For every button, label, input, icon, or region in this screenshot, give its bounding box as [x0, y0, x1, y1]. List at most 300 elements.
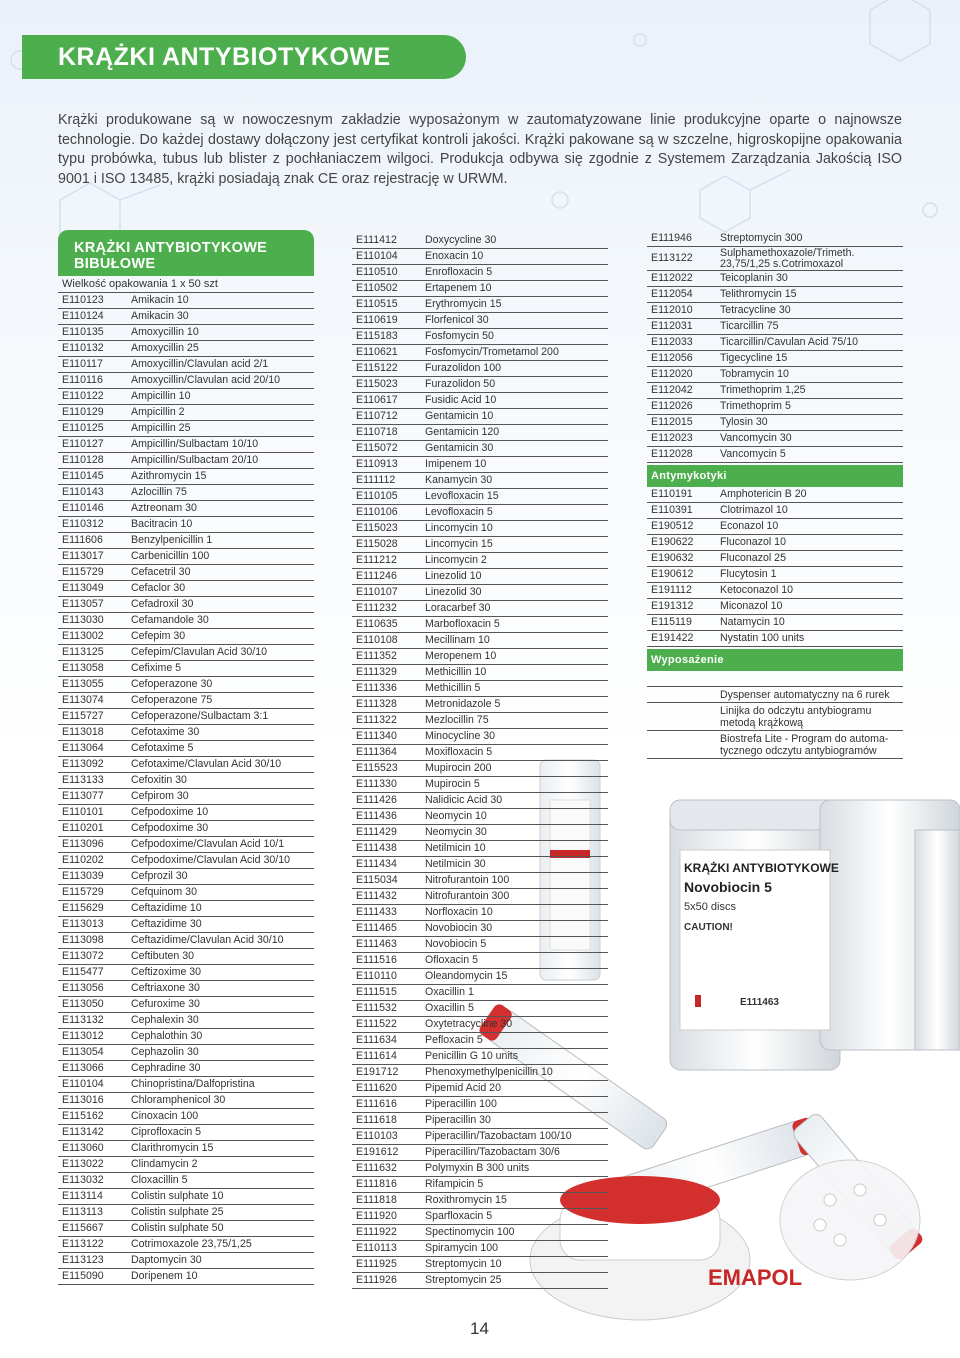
product-name: Kanamycin 30: [425, 474, 493, 486]
product-name: Fosfomycin/Trometamol 200: [425, 346, 559, 358]
product-code: E115034: [356, 874, 398, 886]
table-row: [58, 1237, 314, 1253]
product-name: Colistin sulphate 10: [131, 1190, 224, 1202]
table-row: [647, 367, 903, 383]
product-name: Miconazol 10: [720, 600, 783, 612]
product-name: Roxithromycin 15: [425, 1194, 507, 1206]
product-name: Marbofloxacin 5: [425, 618, 500, 630]
product-name: Piperacillin/Tazobactam 100/10: [425, 1130, 572, 1142]
product-code: E110515: [356, 298, 398, 310]
product-code: E111634: [356, 1034, 397, 1046]
product-name: Cefpirom 30: [131, 790, 189, 802]
product-code: E110113: [356, 1242, 397, 1254]
table-row: [352, 889, 608, 905]
product-code: E111516: [356, 954, 397, 966]
product-code: E111434: [356, 858, 397, 870]
product-code: E113013: [62, 918, 104, 930]
table-row: [352, 457, 608, 473]
column-1: [58, 230, 314, 1285]
product-name: Methicillin 10: [425, 666, 487, 678]
table-row: [352, 1161, 608, 1177]
product-name: Natamycin 10: [720, 616, 785, 628]
product-code: E111329: [356, 666, 397, 678]
table-row: [58, 821, 314, 837]
table-row: [58, 661, 314, 677]
product-name: Sulphamethoxazole/Trimeth. 23,75/1,25 s.Cotrimoxazol: [720, 247, 855, 270]
table-row: [647, 447, 903, 463]
table-row: [352, 281, 608, 297]
product-code: E112042: [651, 384, 693, 396]
table-row: [352, 265, 608, 281]
product-code: E113022: [62, 1158, 104, 1170]
table-row: [352, 473, 608, 489]
intro-text: Krążki produkowane są w nowoczesnym zakładzie wyposażonym w zautomatyzowane linie produkcyjne oparte o najnowsze technologie. Do każdej dostawy dołączony jest certyfikat kontroli jakości. Krążki pakowane są w szczelne, higroskopijne opakowania typu probówka, tubus lub blister z pochłaniaczem wilgoci. Produkcja odbywa się zgodnie z Systemem Zarządzania Jakością ISO 9001 i ISO 13485, krążki posiadają znak CE oraz rejestrację w URWM.: [58, 112, 902, 187]
product-name: Cefpodoxime/Clavulan Acid 30/10: [131, 854, 291, 866]
column-2: [352, 233, 608, 1289]
product-code: E190622: [651, 536, 694, 548]
product-name: Gentamicin 30: [425, 442, 494, 454]
product-name: Ampicillin 25: [131, 422, 191, 434]
product-name: Cefotaxime/Clavulan Acid 30/10: [131, 758, 282, 770]
product-code: E111429: [356, 826, 397, 838]
product-name: Neomycin 10: [425, 810, 487, 822]
product-name: Netilmicin 10: [425, 842, 486, 854]
table-row: [58, 901, 314, 917]
product-code: E115729: [62, 886, 104, 898]
table-row: [58, 309, 314, 325]
product-name: Cefoperazone/Sulbactam 3:1: [131, 710, 269, 722]
table-row: [647, 487, 903, 503]
product-name: Cefadroxil 30: [131, 598, 194, 610]
table-row: [58, 1061, 314, 1077]
product-code: E191312: [651, 600, 694, 612]
product-code: E112056: [651, 352, 693, 364]
table-row: [647, 599, 903, 615]
table-row: [352, 1017, 608, 1033]
table-row: [58, 501, 314, 517]
product-name: Fluconazol 10: [720, 536, 786, 548]
product-code: E115667: [62, 1222, 104, 1234]
product-code: E113072: [62, 950, 104, 962]
product-code: E110617: [356, 394, 398, 406]
product-name: Tetracycline 30: [720, 304, 791, 316]
jar-label-ref: E111463: [740, 997, 779, 1008]
product-name: Ketoconazol 10: [720, 584, 794, 596]
product-code: E112033: [651, 336, 693, 348]
table-row: [647, 287, 903, 303]
table-row: [352, 1033, 608, 1049]
product-code: E190512: [651, 520, 694, 532]
product-name: Streptomycin 25: [425, 1274, 502, 1286]
table-row: [352, 761, 608, 777]
product-name: Daptomycin 30: [131, 1254, 202, 1266]
product-code: E115090: [62, 1270, 104, 1282]
table-row: [647, 351, 903, 367]
table-row: [352, 1113, 608, 1129]
product-code: E110913: [356, 458, 398, 470]
product-code: E113057: [62, 598, 104, 610]
table-row: [58, 581, 314, 597]
table-row: [58, 1029, 314, 1045]
product-name: Lincomycin 2: [425, 554, 487, 566]
product-code: E111925: [356, 1258, 397, 1270]
product-name: Cephalexin 30: [131, 1014, 199, 1026]
product-code: E110510: [356, 266, 398, 278]
table-row: [58, 1157, 314, 1173]
product-name: Metronidazole 5: [425, 698, 501, 710]
product-code: E110104: [62, 1078, 104, 1090]
table-row: [58, 677, 314, 693]
product-code: E113030: [62, 614, 104, 626]
table-row: [352, 1001, 608, 1017]
product-name: Cefotaxime 30: [131, 726, 200, 738]
product-name: Ofloxacin 5: [425, 954, 478, 966]
product-name: Cefepim/Clavulan Acid 30/10: [131, 646, 268, 658]
product-code: E111436: [356, 810, 397, 822]
table-row: [352, 841, 608, 857]
product-code: E110110: [356, 970, 397, 982]
product-code: E191712: [356, 1066, 399, 1078]
product-code: E110146: [62, 502, 104, 514]
product-code: E113054: [62, 1046, 104, 1058]
table-row: [352, 393, 608, 409]
table-row: [647, 231, 903, 247]
product-name: Cefaclor 30: [131, 582, 186, 594]
product-code: E111532: [356, 1002, 397, 1014]
product-name: Mupirocin 5: [425, 778, 480, 790]
product-code: E111816: [356, 1178, 397, 1190]
product-name: Furazolidon 100: [425, 362, 501, 374]
product-name: Doxycycline 30: [425, 234, 497, 246]
product-name: Gentamicin 10: [425, 410, 494, 422]
table-row: [647, 335, 903, 351]
product-code: E111340: [356, 730, 397, 742]
jar-label-discs: 5x50 discs: [684, 901, 736, 913]
product-code: E110116: [62, 374, 103, 386]
product-code: E113017: [62, 550, 104, 562]
product-code: E113060: [62, 1142, 104, 1154]
table-row: [352, 1273, 608, 1289]
product-name: Benzylpenicillin 1: [131, 534, 213, 546]
product-name: Pefloxacin 5: [425, 1034, 483, 1046]
product-code: E115729: [62, 566, 104, 578]
product-code: E110391: [651, 504, 693, 516]
table-row: [352, 825, 608, 841]
product-code: E111946: [651, 232, 692, 244]
product-code: E191422: [651, 632, 694, 644]
table-row: [58, 853, 314, 869]
table-row: [352, 1193, 608, 1209]
product-code: E191612: [356, 1146, 399, 1158]
table-row: [58, 837, 314, 853]
product-name: Ampicillin 2: [131, 406, 185, 418]
table-row: [58, 405, 314, 421]
table-row: [58, 421, 314, 437]
product-name: Cloxacillin 5: [131, 1174, 188, 1186]
jar-label-title: KRĄŻKI ANTYBIOTYKOWE: [684, 861, 839, 875]
equipment-item: Dyspenser automatyczny na 6 rurek: [647, 687, 903, 703]
column-2-list: [352, 233, 608, 1289]
table-row: [647, 247, 903, 271]
table-row: [352, 697, 608, 713]
product-name: Clotrimazol 10: [720, 504, 788, 516]
table-row: [647, 583, 903, 599]
product-name: Rifampicin 5: [425, 1178, 484, 1190]
product-code: E110125: [62, 422, 104, 434]
table-row: [352, 633, 608, 649]
table-row: [352, 937, 608, 953]
product-name: Nalidicic Acid 30: [425, 794, 503, 806]
product-name: Penicillin G 10 units: [425, 1050, 519, 1062]
product-code: E110123: [62, 294, 104, 306]
product-code: E113098: [62, 934, 104, 946]
pack-size: Wielkość opakowania 1 x 50 szt: [58, 276, 314, 293]
product-code: E110635: [356, 618, 398, 630]
table-row: [58, 1253, 314, 1269]
product-name: Cefixime 5: [131, 662, 182, 674]
table-row: [58, 517, 314, 533]
table-row: [352, 585, 608, 601]
product-name: Nitrofurantoin 100: [425, 874, 510, 886]
product-code: E110106: [356, 506, 398, 518]
product-name: Amoxycillin/Clavulan acid 20/10: [131, 374, 280, 386]
product-name: Cefoperazone 75: [131, 694, 213, 706]
table-row: [58, 1189, 314, 1205]
table-row: [352, 537, 608, 553]
product-name: Spiramycin 100: [425, 1242, 499, 1254]
product-name: Nitrofurantoin 300: [425, 890, 510, 902]
product-code: E111606: [62, 534, 103, 546]
product-code: E111246: [356, 570, 397, 582]
table-row: [58, 997, 314, 1013]
product-code: E111522: [356, 1018, 397, 1030]
table-row: [352, 1257, 608, 1273]
column-1-title: KRĄŻKI ANTYBIOTYKOWE BIBUŁOWE: [58, 230, 314, 276]
product-name: Oxacillin 1: [425, 986, 474, 998]
product-code: E111465: [356, 922, 397, 934]
table-row: [58, 917, 314, 933]
product-name: Mecillinam 10: [425, 634, 490, 646]
product-name: Colistin sulphate 25: [131, 1206, 224, 1218]
product-code: E113122: [62, 1238, 104, 1250]
table-row: [58, 1045, 314, 1061]
table-row: [352, 361, 608, 377]
table-row: [352, 665, 608, 681]
product-name: Piperacillin 30: [425, 1114, 491, 1126]
product-code: E110101: [62, 806, 104, 818]
product-code: E191112: [651, 584, 692, 596]
product-name: Imipenem 10: [425, 458, 487, 470]
product-code: E115072: [356, 442, 398, 454]
product-name: Spectinomycin 100: [425, 1226, 515, 1238]
product-code: E113012: [62, 1030, 104, 1042]
product-code: E111412: [356, 234, 397, 246]
product-code: E110718: [356, 426, 398, 438]
product-name: Polymyxin B 300 units: [425, 1162, 530, 1174]
product-code: E115727: [62, 710, 104, 722]
product-code: E111330: [356, 778, 397, 790]
product-name: Enoxacin 10: [425, 250, 484, 262]
product-code: E112028: [651, 448, 693, 460]
table-row: [352, 441, 608, 457]
product-code: E110619: [356, 314, 398, 326]
table-row: [352, 905, 608, 921]
table-row: [352, 873, 608, 889]
product-code: E110129: [62, 406, 104, 418]
product-code: E110108: [356, 634, 398, 646]
product-name: Fluconazol 25: [720, 552, 786, 564]
product-code: E115477: [62, 966, 104, 978]
table-row: [58, 757, 314, 773]
table-row: [352, 921, 608, 937]
product-code: E110122: [62, 390, 104, 402]
product-code: E110191: [651, 488, 693, 500]
table-row: [58, 389, 314, 405]
product-name: Piperacillin 100: [425, 1098, 497, 1110]
table-row: [58, 1093, 314, 1109]
brand-logo: EMAPOL: [708, 1265, 803, 1290]
table-row: [352, 505, 608, 521]
product-code: E111212: [356, 554, 397, 566]
product-code: E113016: [62, 1094, 104, 1106]
product-name: Amikacin 10: [131, 294, 189, 306]
product-name: Nystatin 100 units: [720, 632, 805, 644]
table-row: [352, 1129, 608, 1145]
product-name: Norfloxacin 10: [425, 906, 493, 918]
product-code: E111922: [356, 1226, 397, 1238]
table-row: [58, 1013, 314, 1029]
table-row: [647, 431, 903, 447]
product-code: E113039: [62, 870, 104, 882]
product-name: Teicoplanin 30: [720, 272, 788, 284]
page-title: KRĄŻKI ANTYBIOTYKOWE: [58, 42, 391, 71]
product-code: E115629: [62, 902, 104, 914]
product-name: Chloramphenicol 30: [131, 1094, 226, 1106]
table-row: [58, 613, 314, 629]
equipment-list: [647, 687, 903, 759]
jar-label-product: Novobiocin 5: [684, 879, 772, 895]
product-name: Moxifloxacin 5: [425, 746, 493, 758]
product-code: E113018: [62, 726, 104, 738]
product-code: E113049: [62, 582, 104, 594]
table-row: [352, 953, 608, 969]
column-1-list: [58, 293, 314, 1285]
table-row: [352, 1225, 608, 1241]
table-row: [647, 303, 903, 319]
product-name: Sparfloxacin 5: [425, 1210, 493, 1222]
intro-paragraph: [58, 111, 902, 189]
equipment-spacer: [647, 671, 903, 687]
product-name: Mezlocillin 75: [425, 714, 489, 726]
product-code: E111336: [356, 682, 397, 694]
equipment-item: Biostrefa Lite - Program do automa-tycznego odczytu antybiogramów: [647, 731, 903, 759]
product-code: E110117: [62, 358, 103, 370]
product-name: Tylosin 30: [720, 416, 768, 428]
product-code: E113113: [62, 1206, 103, 1218]
table-row: [352, 313, 608, 329]
table-row: [352, 617, 608, 633]
product-code: E111926: [356, 1274, 397, 1286]
product-name: Loracarbef 30: [425, 602, 491, 614]
product-code: E113056: [62, 982, 104, 994]
table-row: [58, 949, 314, 965]
product-name: Neomycin 30: [425, 826, 487, 838]
table-row: [58, 485, 314, 501]
table-row: [58, 469, 314, 485]
product-name: Colistin sulphate 50: [131, 1222, 224, 1234]
product-code: E110103: [356, 1130, 398, 1142]
table-row: [58, 1269, 314, 1285]
product-code: E190632: [651, 552, 694, 564]
product-code: E112020: [651, 368, 693, 380]
product-code: E112031: [651, 320, 693, 332]
table-row: [647, 503, 903, 519]
product-code: E113050: [62, 998, 104, 1010]
table-row: [58, 597, 314, 613]
product-name: Gentamicin 120: [425, 426, 500, 438]
product-code: E111463: [356, 938, 397, 950]
product-name: Ticarcillin/Cavulan Acid 75/10: [720, 336, 858, 348]
table-row: [352, 745, 608, 761]
product-code: E113133: [62, 774, 104, 786]
table-row: [352, 1241, 608, 1257]
product-code: E112022: [651, 272, 693, 284]
product-name: Doripenem 10: [131, 1270, 198, 1282]
product-name: Ceftazidime 30: [131, 918, 202, 930]
product-name: Cefuroxime 30: [131, 998, 200, 1010]
product-code: E110124: [62, 310, 104, 322]
product-name: Pipemid Acid 20: [425, 1082, 501, 1094]
product-code: E111433: [356, 906, 397, 918]
product-name: Cefamandole 30: [131, 614, 209, 626]
table-row: [647, 319, 903, 335]
product-code: E110135: [62, 326, 104, 338]
table-row: [352, 329, 608, 345]
product-code: E115023: [356, 378, 398, 390]
product-code: E111614: [356, 1050, 397, 1062]
table-row: [58, 1221, 314, 1237]
table-row: [58, 1173, 314, 1189]
table-row: [58, 1141, 314, 1157]
product-name: Cefacetril 30: [131, 566, 191, 578]
product-name: Minocycline 30: [425, 730, 496, 742]
product-code: E110104: [356, 250, 398, 262]
product-code: E115183: [356, 330, 398, 342]
table-row: [352, 969, 608, 985]
product-code: E113132: [62, 1014, 104, 1026]
table-row: [58, 1125, 314, 1141]
antifungal-list: [647, 487, 903, 647]
product-code: E111364: [356, 746, 397, 758]
table-row: [58, 341, 314, 357]
product-code: E113002: [62, 630, 104, 642]
table-row: [352, 569, 608, 585]
product-name: Cefpodoxime/Clavulan Acid 10/1: [131, 838, 285, 850]
product-name: Cefprozil 30: [131, 870, 188, 882]
product-code: E190612: [651, 568, 694, 580]
product-code: E113122: [651, 252, 693, 264]
table-row: [647, 415, 903, 431]
table-row: [58, 773, 314, 789]
product-name: Furazolidon 50: [425, 378, 496, 390]
product-name: Novobiocin 30: [425, 922, 493, 934]
product-code: E111438: [356, 842, 397, 854]
product-code: E110712: [356, 410, 398, 422]
product-code: E110202: [62, 854, 104, 866]
product-code: E111616: [356, 1098, 397, 1110]
product-name: Cefoxitin 30: [131, 774, 187, 786]
table-row: [352, 249, 608, 265]
